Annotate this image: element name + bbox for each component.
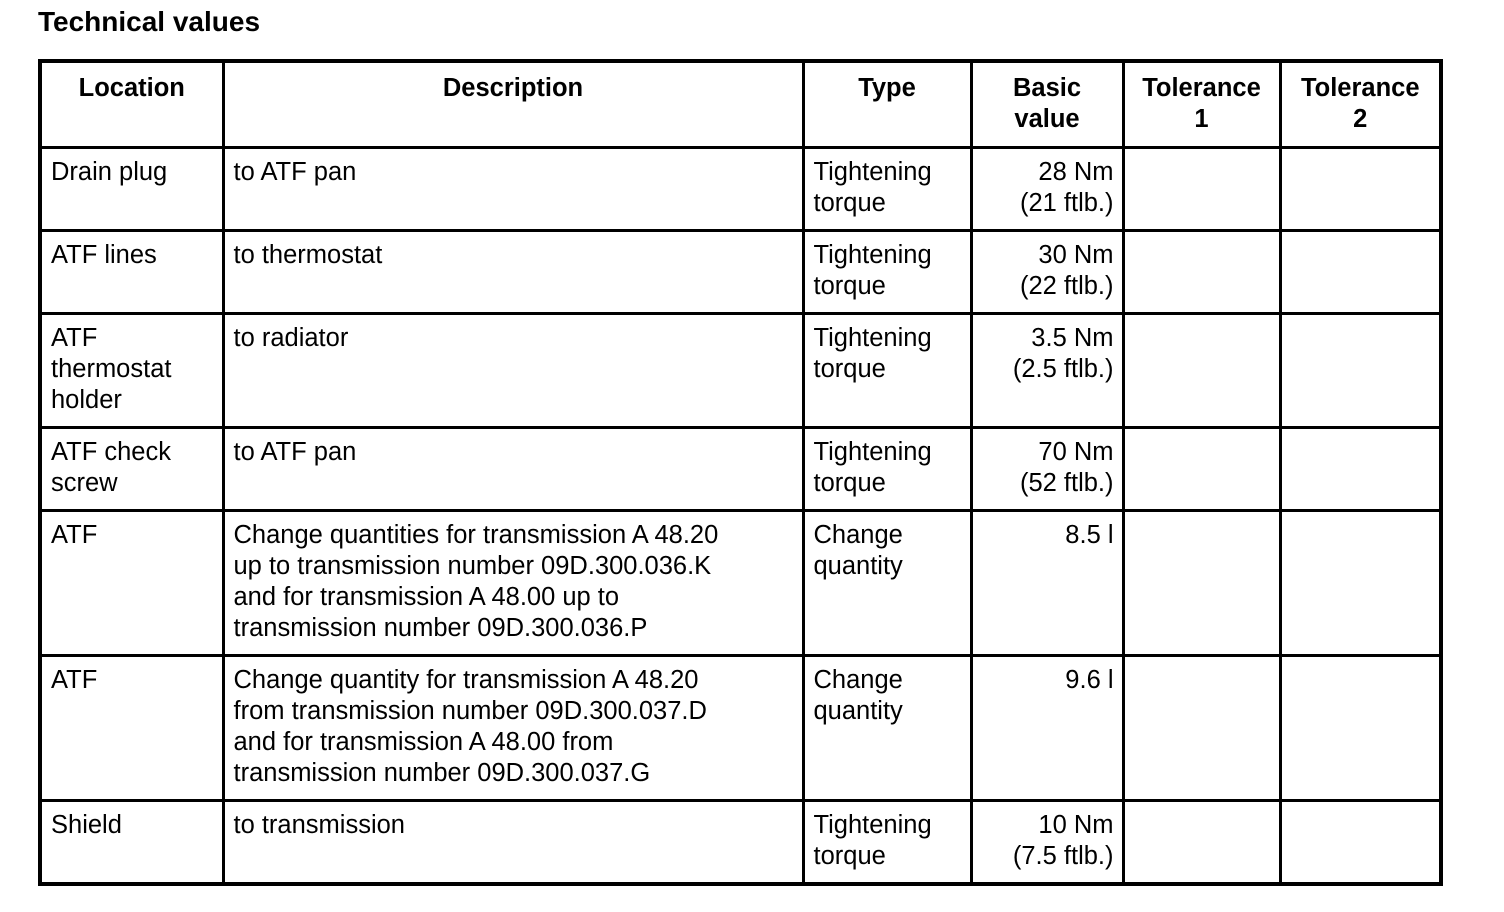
table-row <box>40 801 1441 884</box>
cell-location: ATF <box>40 511 223 656</box>
header-basic-value: Basic value <box>971 61 1123 148</box>
cell-type: Change quantity <box>803 656 971 801</box>
cell-tolerance-1 <box>1123 656 1280 801</box>
header-description: Description <box>223 61 803 148</box>
cell-tolerance-1 <box>1123 801 1280 884</box>
cell-description: to ATF pan <box>223 428 803 511</box>
table-header-row <box>40 61 1441 148</box>
cell-type: Tightening torque <box>803 314 971 428</box>
cell-location: ATF thermostat holder <box>40 314 223 428</box>
cell-tolerance-2 <box>1280 656 1441 801</box>
cell-description: to transmission <box>223 801 803 884</box>
cell-basic-value: 70 Nm (52 ftlb.) <box>971 428 1123 511</box>
cell-description: to radiator <box>223 314 803 428</box>
cell-tolerance-2 <box>1280 314 1441 428</box>
cell-tolerance-2 <box>1280 511 1441 656</box>
table-row <box>40 314 1441 428</box>
cell-tolerance-2 <box>1280 428 1441 511</box>
cell-location: Shield <box>40 801 223 884</box>
cell-basic-value: 8.5 l <box>971 511 1123 656</box>
header-type: Type <box>803 61 971 148</box>
cell-tolerance-1 <box>1123 148 1280 231</box>
cell-description: to ATF pan <box>223 148 803 231</box>
cell-location: ATF lines <box>40 231 223 314</box>
cell-tolerance-1 <box>1123 314 1280 428</box>
table-row <box>40 231 1441 314</box>
cell-basic-value: 10 Nm (7.5 ftlb.) <box>971 801 1123 884</box>
cell-basic-value: 3.5 Nm (2.5 ftlb.) <box>971 314 1123 428</box>
cell-location: ATF check screw <box>40 428 223 511</box>
cell-basic-value: 9.6 l <box>971 656 1123 801</box>
table-row <box>40 656 1441 801</box>
cell-tolerance-1 <box>1123 428 1280 511</box>
technical-values-table <box>38 59 1443 886</box>
cell-location: Drain plug <box>40 148 223 231</box>
cell-location: ATF <box>40 656 223 801</box>
cell-description: Change quantity for transmission A 48.20 from transmission number 09D.300.037.D and for transmission A 48.00 from transmission number 09D.300.037.G <box>223 656 803 801</box>
cell-basic-value: 30 Nm (22 ftlb.) <box>971 231 1123 314</box>
page-title: Technical values <box>38 6 261 37</box>
cell-tolerance-2 <box>1280 231 1441 314</box>
cell-tolerance-2 <box>1280 148 1441 231</box>
header-tolerance-1: Tolerance 1 <box>1123 61 1280 148</box>
table-row <box>40 511 1441 656</box>
cell-type: Tightening torque <box>803 148 971 231</box>
cell-type: Tightening torque <box>803 801 971 884</box>
cell-type: Change quantity <box>803 511 971 656</box>
cell-tolerance-1 <box>1123 511 1280 656</box>
cell-basic-value: 28 Nm (21 ftlb.) <box>971 148 1123 231</box>
cell-tolerance-1 <box>1123 231 1280 314</box>
table-row <box>40 148 1441 231</box>
cell-description: to thermostat <box>223 231 803 314</box>
header-location: Location <box>40 61 223 148</box>
header-tolerance-2: Tolerance 2 <box>1280 61 1441 148</box>
cell-tolerance-2 <box>1280 801 1441 884</box>
table-row <box>40 428 1441 511</box>
cell-type: Tightening torque <box>803 231 971 314</box>
cell-type: Tightening torque <box>803 428 971 511</box>
cell-description: Change quantities for transmission A 48.20 up to transmission number 09D.300.036.K and for transmission A 48.00 up to transmission number 09D.300.036.P <box>223 511 803 656</box>
